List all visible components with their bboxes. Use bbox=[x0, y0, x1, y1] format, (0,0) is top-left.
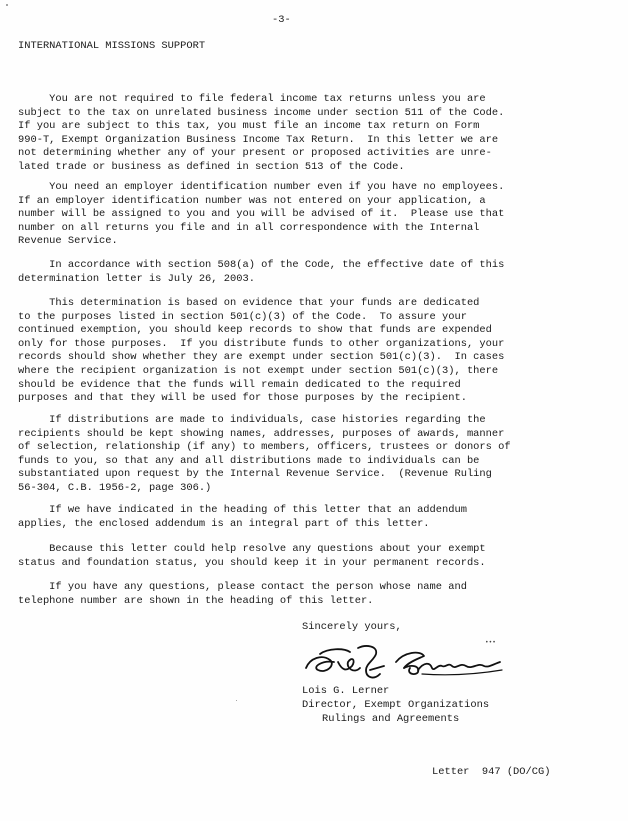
text-line: only for those purposes. If you distribute funds to other organizations, your bbox=[18, 337, 505, 350]
paragraph-determination bbox=[18, 297, 618, 406]
text-line: should be evidence that the funds will remain dedicated to the required bbox=[18, 378, 461, 391]
text-line: where the recipient organization is not exempt under section 501(c)(3), there bbox=[18, 364, 499, 377]
text-line: to the purposes listed in section 501(c)(3) of the Code. To assure your bbox=[18, 310, 467, 323]
page-number: -3- bbox=[272, 14, 291, 26]
scan-speck bbox=[6, 4, 8, 6]
paragraph-effective-date bbox=[18, 259, 618, 286]
text-line: applies, the enclosed addendum is an integral part of this letter. bbox=[18, 517, 430, 530]
text-line: If we have indicated in the heading of this letter that an addendum bbox=[18, 504, 467, 516]
signatory-subtitle: Rulings and Agreements bbox=[322, 713, 460, 725]
letter-reference: Letter 947 (DO/CG) bbox=[432, 766, 551, 778]
text-line: substantiated upon request by the Internal Revenue Service. (Revenue Ruling bbox=[18, 468, 492, 481]
text-line: You are not required to file federal income tax returns unless you are bbox=[18, 93, 486, 105]
paragraph-distributions bbox=[18, 414, 618, 496]
paragraph-tax-returns bbox=[18, 93, 618, 175]
faint-stamp-mark: ••• bbox=[485, 639, 496, 646]
text-line: determination letter is July 26, 2003. bbox=[18, 272, 255, 285]
text-line: Because this letter could help resolve any questions about your exempt bbox=[18, 543, 486, 555]
closing-salutation: Sincerely yours, bbox=[302, 621, 402, 633]
text-line: status and foundation status, you should keep it in your permanent records. bbox=[18, 556, 486, 569]
text-line: If you are subject to this tax, you must file an income tax return on Form bbox=[18, 120, 480, 133]
text-line: records should show whether they are exempt under section 501(c)(3). In cases bbox=[18, 351, 505, 364]
signatory-title: Director, Exempt Organizations bbox=[302, 699, 490, 711]
text-line: telephone number are shown in the heading of this letter. bbox=[18, 594, 374, 607]
paragraph-questions bbox=[18, 581, 618, 608]
paragraph-records bbox=[18, 543, 618, 570]
text-line: This determination is based on evidence that your funds are dedicated bbox=[18, 297, 480, 309]
text-line: purposes and that they will be used for those purposes by the recipient. bbox=[18, 392, 467, 405]
text-line: In accordance with section 508(a) of the Code, the effective date of this bbox=[18, 259, 505, 271]
text-line: 990-T, Exempt Organization Business Income Tax Return. In this letter we are bbox=[18, 133, 499, 146]
scan-speck bbox=[236, 700, 237, 701]
text-line: If an employer identification number was not entered on your application, a bbox=[18, 194, 486, 207]
text-line: You need an employer identification number even if you have no employees. bbox=[18, 181, 505, 193]
paragraph-addendum bbox=[18, 504, 618, 531]
text-line: continued exemption, you should keep records to show that funds are expended bbox=[18, 324, 492, 337]
text-line: subject to the tax on unrelated business income under section 511 of the Code. bbox=[18, 106, 505, 119]
text-line: funds to you, so that any and all distributions made to individuals can be bbox=[18, 454, 480, 467]
text-line: of selection, relationship (if any) to members, officers, trustees or donors of bbox=[18, 441, 511, 454]
text-line: not determining whether any of your present or proposed activities are unre- bbox=[18, 147, 492, 160]
handwritten-signature bbox=[300, 640, 510, 684]
text-line: Revenue Service. bbox=[18, 235, 118, 248]
text-line: recipients should be kept showing names, addresses, purposes of awards, manner bbox=[18, 427, 505, 440]
text-line: lated trade or business as defined in section 513 of the Code. bbox=[18, 160, 405, 173]
signature-scribble bbox=[300, 640, 510, 684]
text-line: number will be assigned to you and you will be advised of it. Please use that bbox=[18, 208, 505, 221]
signatory-name: Lois G. Lerner bbox=[302, 685, 390, 697]
text-line: If you have any questions, please contact the person whose name and bbox=[18, 581, 467, 593]
paragraph-employer-id bbox=[18, 181, 618, 249]
text-line: 56-304, C.B. 1956-2, page 306.) bbox=[18, 481, 212, 494]
organization-heading: INTERNATIONAL MISSIONS SUPPORT bbox=[18, 40, 206, 52]
text-line: If distributions are made to individuals, case histories regarding the bbox=[18, 414, 486, 426]
text-line: number on all returns you file and in all correspondence with the Internal bbox=[18, 221, 480, 234]
